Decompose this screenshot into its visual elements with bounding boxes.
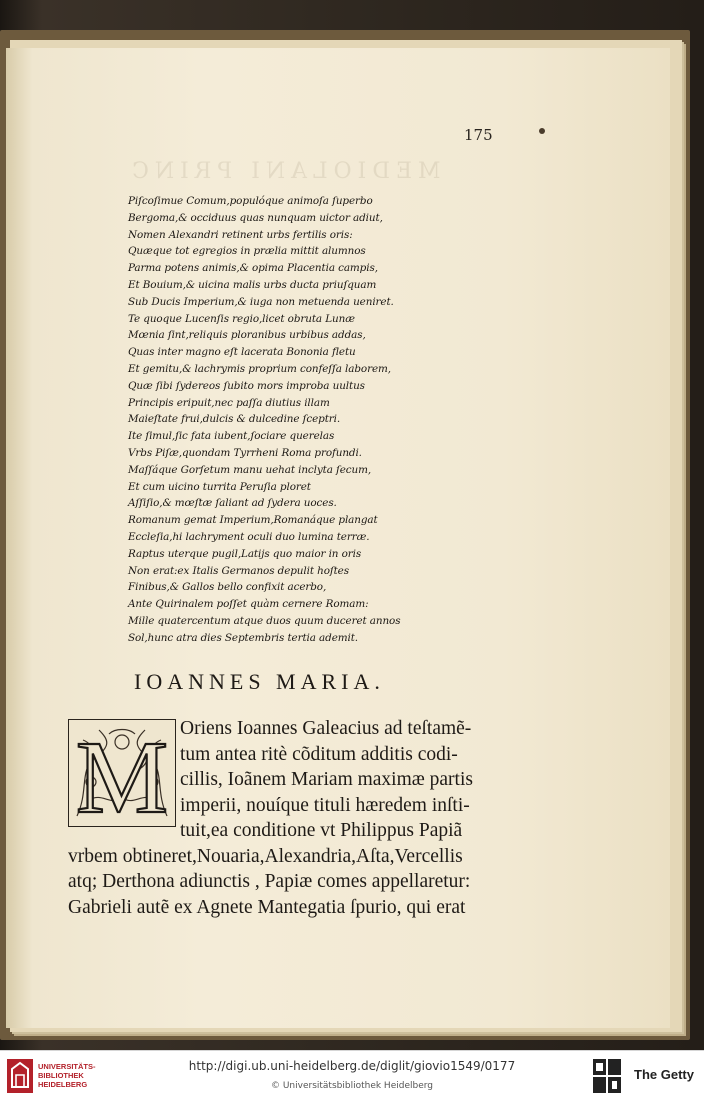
poem-line: Mille quatercentum atque duos quum duceret annos (128, 614, 401, 627)
poem-line: Et cum uicino turrita Peruſia ploret (128, 480, 311, 493)
getty-logo-icon (593, 1059, 621, 1093)
poem-line: Parma potens animis,& opima Placentia campis, (128, 262, 378, 275)
prose-line: Gabrieli autẽ ex Agnete Mantegatia ſpurio, qui erat (68, 896, 466, 918)
library-name: UNIVERSITÄTS- BIBLIOTHEK HEIDELBERG (38, 1062, 96, 1089)
poem-line: Piſcoſimue Comum,populóque animoſa ſuperbo (128, 195, 373, 207)
poem-line: Quas inter magno eſt lacerata Bononia fletu (128, 346, 356, 359)
poem-line: Maieſtate frui,dulcis & dulcedine ſceptri. (128, 413, 341, 426)
poem-line: Vrbs Piſæ,quondam Tyrrheni Roma profundi. (128, 446, 362, 459)
poem-line: Et Bouium,& uicina malis urbs ducta priuſquam (128, 278, 377, 291)
page-number: 175 (464, 126, 493, 144)
poem-line: Bergoma,& occiduus quas nunquam uictor adiut, (128, 211, 383, 224)
poem-line: Nomen Alexandri retinent urbs fertilis oris: (128, 228, 353, 241)
partner-name: The Getty (634, 1067, 694, 1082)
poem-line: Et gemitu,& lachrymis proprium confeſſa laborem, (128, 362, 391, 375)
decorated-initial-art (69, 720, 175, 826)
poem-line: Maſſáque Gorſetum manu uehat inclyta ſecum, (128, 463, 372, 476)
prose-line: vrbem obtineret,Nouaria,Alexandria,Aſta,Vercellis (68, 845, 463, 867)
bleed-through-heading: MEDIOLANI PRINC (126, 159, 441, 184)
poem-line: Ante Quirinalem poſſet quàm cernere Romam: (128, 598, 369, 611)
section-title: IOANNES MARIA. (134, 669, 385, 694)
poem-line: Mœnia ſint,reliquis ploranibus urbibus addas, (128, 329, 366, 342)
poem-line: Sol,hunc atra dies Septembris tertia ademit. (128, 631, 359, 644)
copyright-notice: © Universitätsbibliothek Heidelberg (270, 1081, 433, 1091)
initial-letter: M (75, 720, 169, 826)
prose-line: atq; Derthona adiunctis , Papiæ comes appellaretur: (68, 871, 471, 892)
poem-line: Eccleſia,hi lachryment oculi duo lumina terræ. (128, 530, 370, 543)
ink-spot (539, 128, 545, 134)
poem-line: Raptus uterque pugil,Latijs quo maior in oris (128, 547, 362, 560)
poem-line: Ite ſimul,ſic fata iubent,ſociare querelas (128, 430, 335, 443)
prose-line: tum antea ritè cõditum additis codi- (180, 743, 458, 765)
poem-line: Non erat:ex Italis Germanos depulit hoſtes (128, 564, 349, 577)
poem-line: Quæ ſibi ſydereos ſubito mors improba uultus (128, 379, 365, 392)
prose-line: Oriens Ioannes Galeacius ad teſtamẽ- (180, 718, 472, 739)
poem-line: Quæque tot egregios in prælia mittit alumnos (128, 245, 366, 258)
prose-line: imperii, nouíque tituli hæredem inſti- (180, 794, 470, 816)
poem-line: Principis eripuit,nec paſſa diutius illam (128, 396, 330, 409)
prose-line: cillis, Ioãnem Mariam maximæ partis (180, 769, 473, 790)
poem-line: Aſſiſio,& mœſtæ ſaliant ad ſydera uoces. (128, 497, 337, 510)
permalink-url[interactable]: http://digi.ub.uni-heidelberg.de/diglit/giovio1549/0177 (188, 1059, 516, 1073)
book-page (6, 48, 670, 1028)
prose-line: tuit,ea conditione vt Philippus Papiã (180, 820, 463, 841)
poem-line: Te quoque Lucenſis regio,licet obruta Lunæ (128, 312, 355, 325)
poem-block (128, 193, 488, 647)
footer-bar (0, 1050, 704, 1101)
poem-line: Romanum gemat Imperium,Romanáque plangat (128, 514, 378, 527)
poem-line: Finibus,& Gallos bello confixit acerbo, (128, 581, 327, 594)
decorated-initial-m (68, 719, 176, 827)
poem-line: Sub Ducis Imperium,& iuga non metuenda ueniret. (128, 295, 394, 308)
